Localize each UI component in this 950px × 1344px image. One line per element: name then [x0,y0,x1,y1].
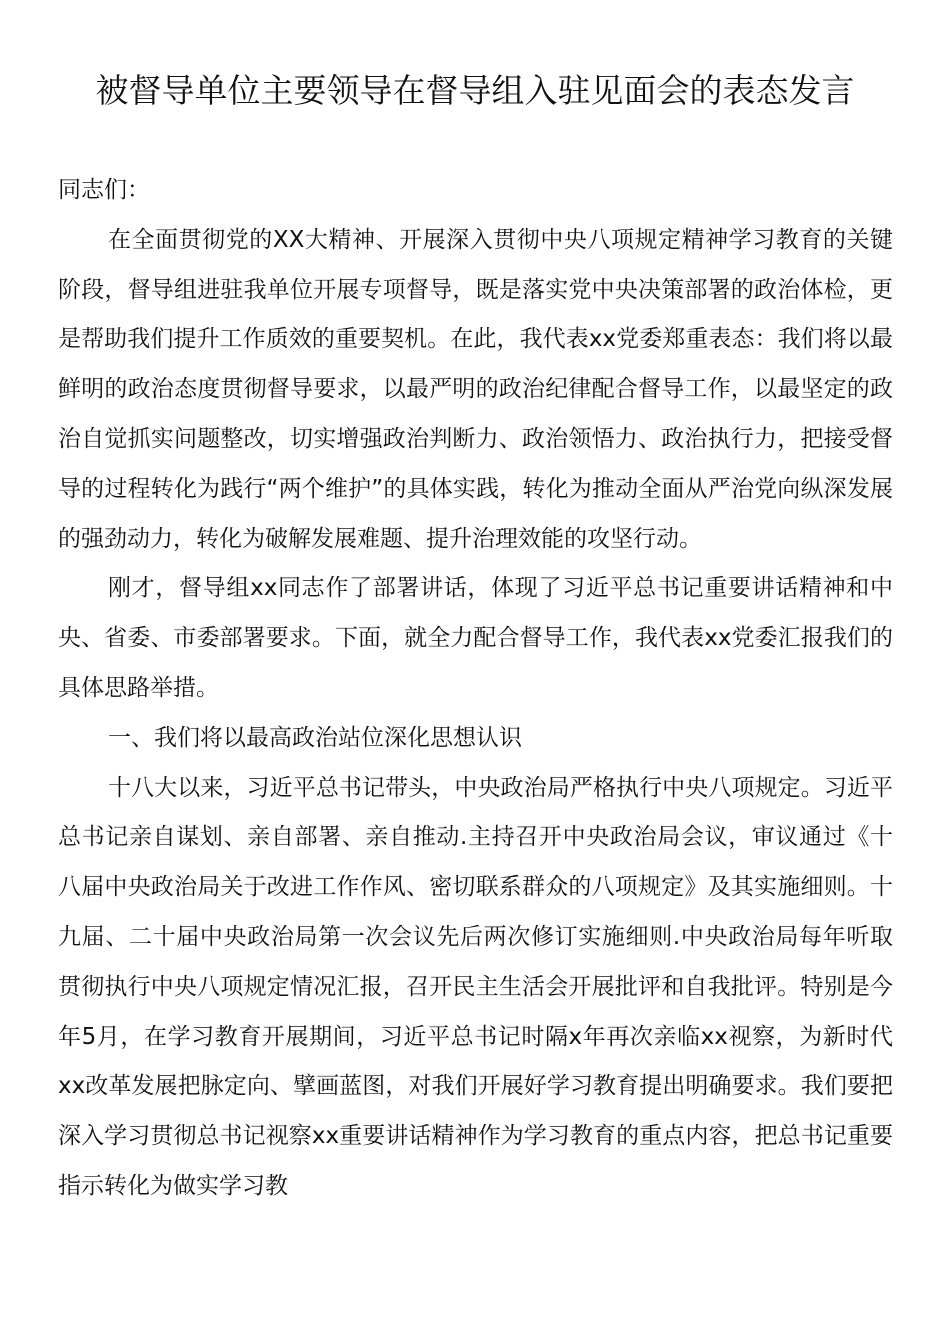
section-heading: 一、我们将以最高政治站位深化思想认识 [108,724,522,751]
document-body [58,166,893,1212]
document-title: 被督导单位主要领导在督导组入驻见面会的表态发言 [95,71,855,110]
paragraph-2: 刚才，督导组xx同志作了部署讲话，体现了习近平总书记重要讲话精神和中央、省委、市委部署要求。下面，就全力配合督导工作，我代表xx党委汇报我们的具体思路举措。 [58,575,893,701]
salutation: 同志们： [58,177,150,203]
section-paragraph: 十八大以来，习近平总书记带头，中央政治局严格执行中央八项规定。习近平总书记亲自谋划、亲自部署、亲自推动.主持召开中央政治局会议，审议通过《十八届中央政治局关于改进工作作风、密切联系群众的八项规定》及其实施细则。十九届、二十届中央政治局第一次会议先后两次修订实施细则.中央政治局每年听取贯彻执行中央八项规定情况汇报，召开民主生活会开展批评和自我批评。特别是今年5月，在学习教育开展期间，习近平总书记时隔x年再次亲临xx视察，为新时代xx改革发展把脉定向、擘画蓝图，对我们开展好学习教育提出明确要求。我们要把深入学习贯彻总书记视察xx重要讲话精神作为学习教育的重点内容，把总书记重要指示转化为做实学习教 [58,774,893,1199]
paragraph-1: 在全面贯彻党的XX大精神、开展深入贯彻中央八项规定精神学习教育的关键阶段，督导组进驻我单位开展专项督导，既是落实党中央决策部署的政治体检，更是帮助我们提升工作质效的重要契机。在此，我代表xx党委郑重表态：我们将以最鲜明的政治态度贯彻督导要求，以最严明的政治纪律配合督导工作，以最坚定的政治自觉抓实问题整改，切实增强政治判断力、政治领悟力、政治执行力，把接受督导的过程转化为践行“两个维护”的具体实践，转化为推动全面从严治党向纵深发展的强劲动力，转化为破解发展难题、提升治理效能的攻坚行动。 [58,226,893,552]
